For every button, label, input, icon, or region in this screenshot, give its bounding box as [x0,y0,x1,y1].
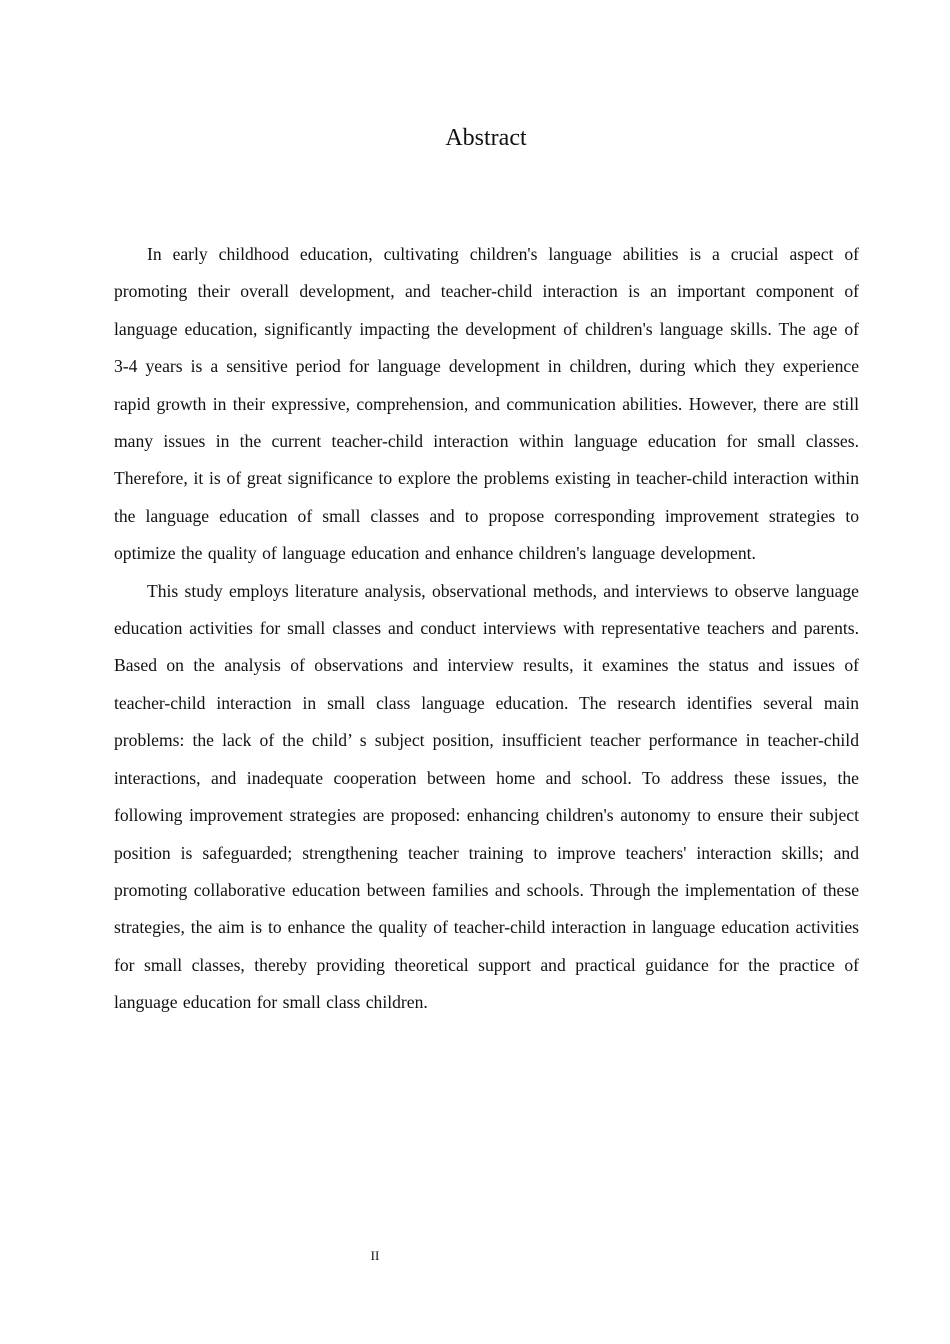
abstract-paragraph-2: This study employs literature analysis, observational methods, and interviews to observe language education activities for small classes and conduct interviews with representative teachers and parents. Based on the analysis of observations and interview results, it examines the status and issues of teacher-child interaction in small class language education. The research identifies several main problems: the lack of the child’ s subject position, insufficient teacher performance in teacher-child interactions, and inadequate cooperation between home and school. To address these issues, the following improvement strategies are proposed: enhancing children's autonomy to ensure their subject position is safeguarded; strengthening teacher training to improve teachers' interaction skills; and promoting collaborative education between families and schools. Through the implementation of these strategies, the aim is to enhance the quality of teacher-child interaction in language education activities for small classes, thereby providing theoretical support and practical guidance for the practice of language education for small class children. [114,580,859,1013]
abstract-body [114,236,859,1022]
page-number: II [370,1248,380,1263]
abstract-paragraph-1: In early childhood education, cultivating children's language abilities is a crucial aspect of promoting their overall development, and teacher-child interaction is an important component of language education, significantly impacting the development of children's language skills. The age of 3-4 years is a sensitive period for language development in children, during which they experience rapid growth in their expressive, comprehension, and communication abilities. However, there are still many issues in the current teacher-child interaction within language education for small classes. Therefore, it is of great significance to explore the problems existing in teacher-child interaction within the language education of small classes and to propose corresponding improvement strategies to optimize the quality of language education and enhance children's language development. [114,244,859,564]
abstract-title: Abstract [445,125,527,151]
